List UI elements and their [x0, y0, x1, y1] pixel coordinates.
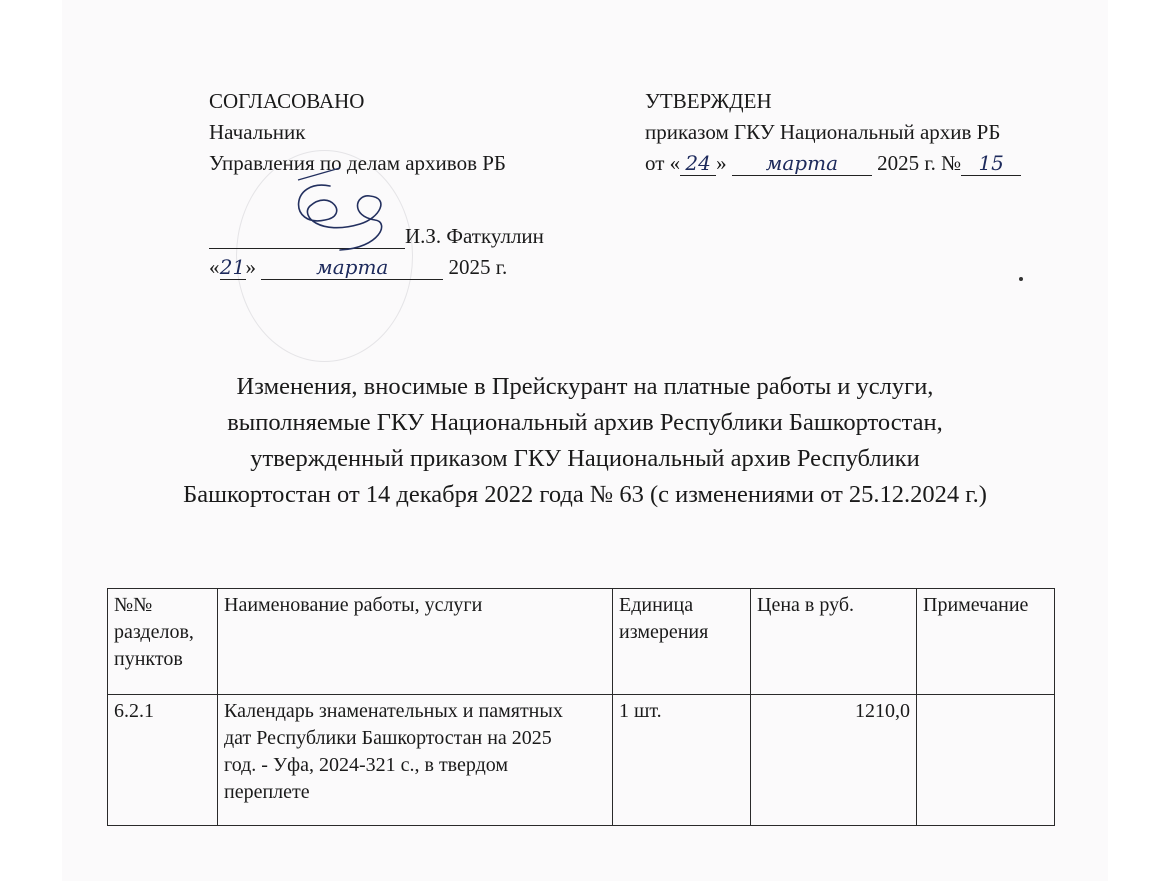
- approval-date-month: марта: [261, 255, 443, 280]
- signature-scribble: [270, 158, 410, 268]
- approval-date-close-quote: »: [245, 255, 256, 279]
- header-unit-text-1: Единица: [619, 594, 694, 616]
- header-section-text-1: №№: [114, 594, 153, 616]
- header-price: Цена в руб.: [751, 589, 917, 695]
- header-section-number: [108, 589, 218, 695]
- title-line-1: Изменения, вносимые в Прейскурант на платные работы и услуги,: [236, 373, 934, 400]
- row-section-number: 6.2.1: [108, 695, 218, 826]
- approver-position-1: Начальник: [209, 120, 306, 144]
- row-service-name-4: переплете: [224, 781, 310, 803]
- row-service-name-3: год. - Уфа, 2024-321 с., в твердом: [224, 754, 509, 776]
- header-section-text-3: пунктов: [114, 648, 183, 670]
- header-service-name: Наименование работы, услуги: [218, 589, 613, 695]
- header-unit-text-2: измерения: [619, 621, 709, 643]
- price-table: [107, 588, 1055, 826]
- order-date-year: 2025 г. №: [877, 151, 962, 175]
- approval-date-open-quote: «: [209, 255, 220, 279]
- row-note: [917, 695, 1055, 826]
- header-section-text-2: разделов,: [114, 621, 194, 643]
- title-line-3: утвержденный приказом ГКУ Национальный архив Республики: [250, 445, 920, 472]
- title-line-2: выполняемые ГКУ Национальный архив Республики Башкортостан,: [227, 409, 943, 436]
- header-unit: [613, 589, 751, 695]
- order-date-day: 24: [680, 151, 716, 176]
- row-service-name-2: дат Республики Башкортостан на 2025: [224, 727, 552, 749]
- table-row: [108, 695, 1055, 826]
- title-line-4: Башкортостан от 14 декабря 2022 года № 63 (с изменениями от 25.12.2024 г.): [183, 481, 987, 508]
- approval-date-day: 21: [219, 255, 246, 279]
- order-date-close-quote: »: [716, 151, 727, 175]
- confirmed-heading: УТВЕРЖДЕН: [645, 89, 772, 113]
- approval-block-right: [645, 86, 1021, 179]
- approver-name: И.З. Фаткуллин: [405, 224, 544, 248]
- row-service-name: [218, 695, 613, 826]
- approver-position-2: Управления по делам архивов РБ: [209, 151, 506, 175]
- order-date-prefix: от «: [645, 151, 681, 175]
- approval-date-year: 2025 г.: [448, 255, 508, 279]
- row-service-name-1: Календарь знаменательных и памятных: [224, 700, 563, 722]
- order-date-month: марта: [732, 151, 872, 176]
- row-price: 1210,0: [751, 695, 917, 826]
- header-note: Примечание: [917, 589, 1055, 695]
- row-unit: 1 шт.: [613, 695, 751, 826]
- approved-heading: СОГЛАСОВАНО: [209, 89, 365, 113]
- ink-dot: [1019, 277, 1023, 281]
- table-header-row: [108, 589, 1055, 695]
- document-title: [0, 369, 1170, 513]
- confirmed-order-line: приказом ГКУ Национальный архив РБ: [645, 120, 1001, 144]
- order-number: 15: [961, 151, 1021, 176]
